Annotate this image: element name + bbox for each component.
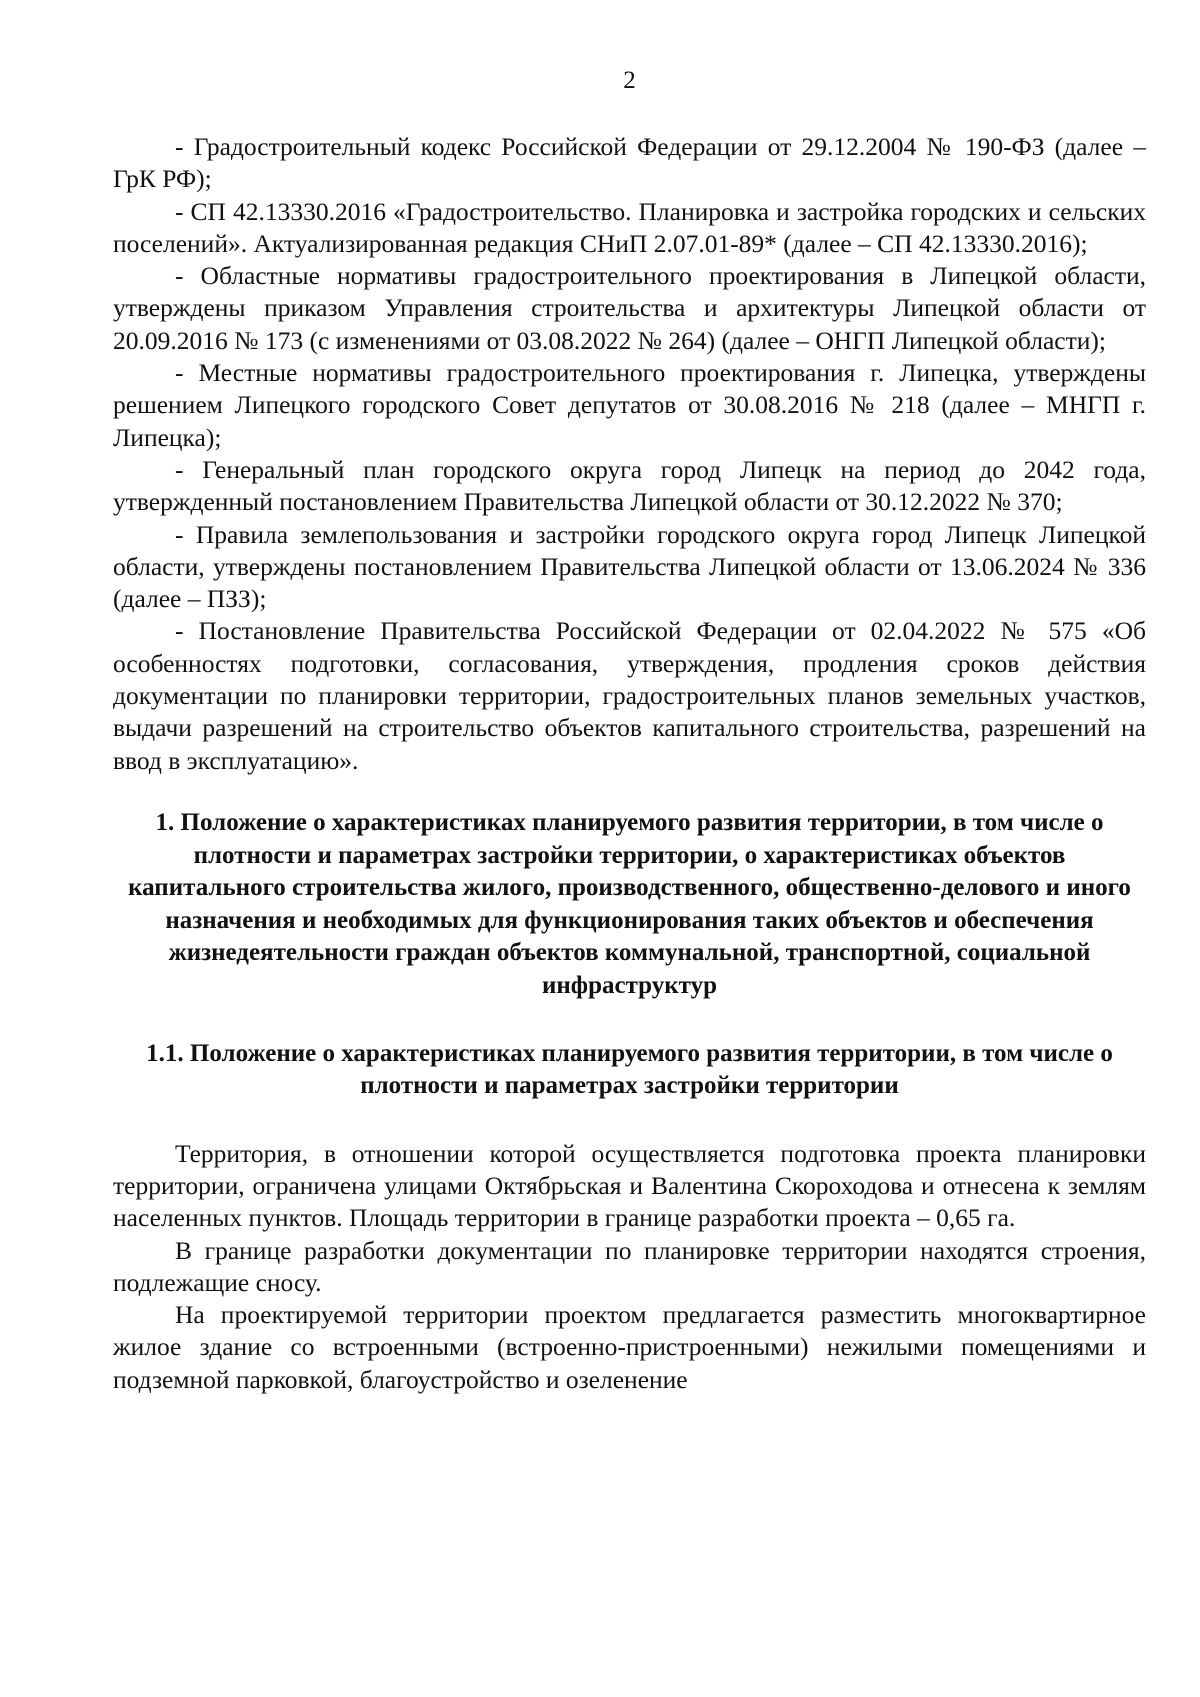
section-body	[113, 1138, 1146, 1396]
body-paragraph: В границе разработки документации по планировке территории находятся строения, подлежащие сносу.	[113, 1235, 1146, 1297]
reference-item: - Постановление Правительства Российской Федерации от 02.04.2022 № 575 «Об особенностях подготовки, согласования, утверждения, продления сроков действия документации по планировки территории, градостроительных планов земельных участков, выдачи разрешений на строительство объектов капитального строительства, разрешений на ввод в эксплуатацию».	[113, 616, 1146, 775]
reference-item: - СП 42.13330.2016 «Градостроительство. Планировка и застройка городских и сельских поселений». Актуализированная редакция СНиП 2.07.01-89* (далее – СП 42.13330.2016);	[113, 196, 1146, 258]
reference-item: - Градостроительный кодекс Российской Федерации от 29.12.2004 № 190-ФЗ (далее – ГрК РФ);	[113, 132, 1146, 194]
references-list	[113, 131, 1146, 777]
reference-item: - Областные нормативы градостроительного проектирования в Липецкой области, утверждены приказом Управления строительства и архитектуры Липецкой области от 20.09.2016 № 173 (с изменениями от 03.08.2022 № 264) (далее – ОНГП Липецкой области);	[113, 261, 1146, 355]
page-number: 2	[623, 67, 636, 94]
body-paragraph: Территория, в отношении которой осуществляется подготовка проекта планировки территории, ограничена улицами Октябрьская и Валентина Скороходова и отнесена к землям населенных пунктов. Площадь территории в границе разработки проекта – 0,65 га.	[113, 1138, 1146, 1233]
reference-item: - Местные нормативы градостроительного проектирования г. Липецка, утверждены решением Липецкого городского Совет депутатов от 30.08.2016 № 218 (далее – МНГП г. Липецка);	[113, 358, 1146, 452]
body-paragraph: На проектируемой территории проектом предлагается разместить многоквартирное жилое здание со встроенными (встроенно-пристроенными) нежилыми помещениями и подземной парковкой, благоустройство и озеленение	[113, 1300, 1146, 1394]
section-1-heading: 1. Положение о характеристиках планируемого развития территории, в том числе о плотности и параметрах застройки территории, о характеристиках объектов капитального строительства жилого, производственного, общественно-делового и иного назначения и необходимых для функционирования таких объектов и обеспечения жизнедеятельности граждан объектов коммунальной, транспортной, социальной инфраструктур	[128, 808, 1131, 999]
reference-item: - Правила землепользования и застройки городского округа город Липецк Липецкой области, утверждены постановлением Правительства Липецкой области от 13.06.2024 № 336 (далее – ПЗЗ);	[113, 519, 1146, 614]
reference-item: - Генеральный план городского округа город Липецк на период до 2042 года, утвержденный постановлением Правительства Липецкой области от 30.12.2022 № 370;	[113, 454, 1146, 517]
section-1-1-heading: 1.1. Положение о характеристиках планируемого развития территории, в том числе о плотности и параметрах застройки территории	[146, 1039, 1113, 1100]
